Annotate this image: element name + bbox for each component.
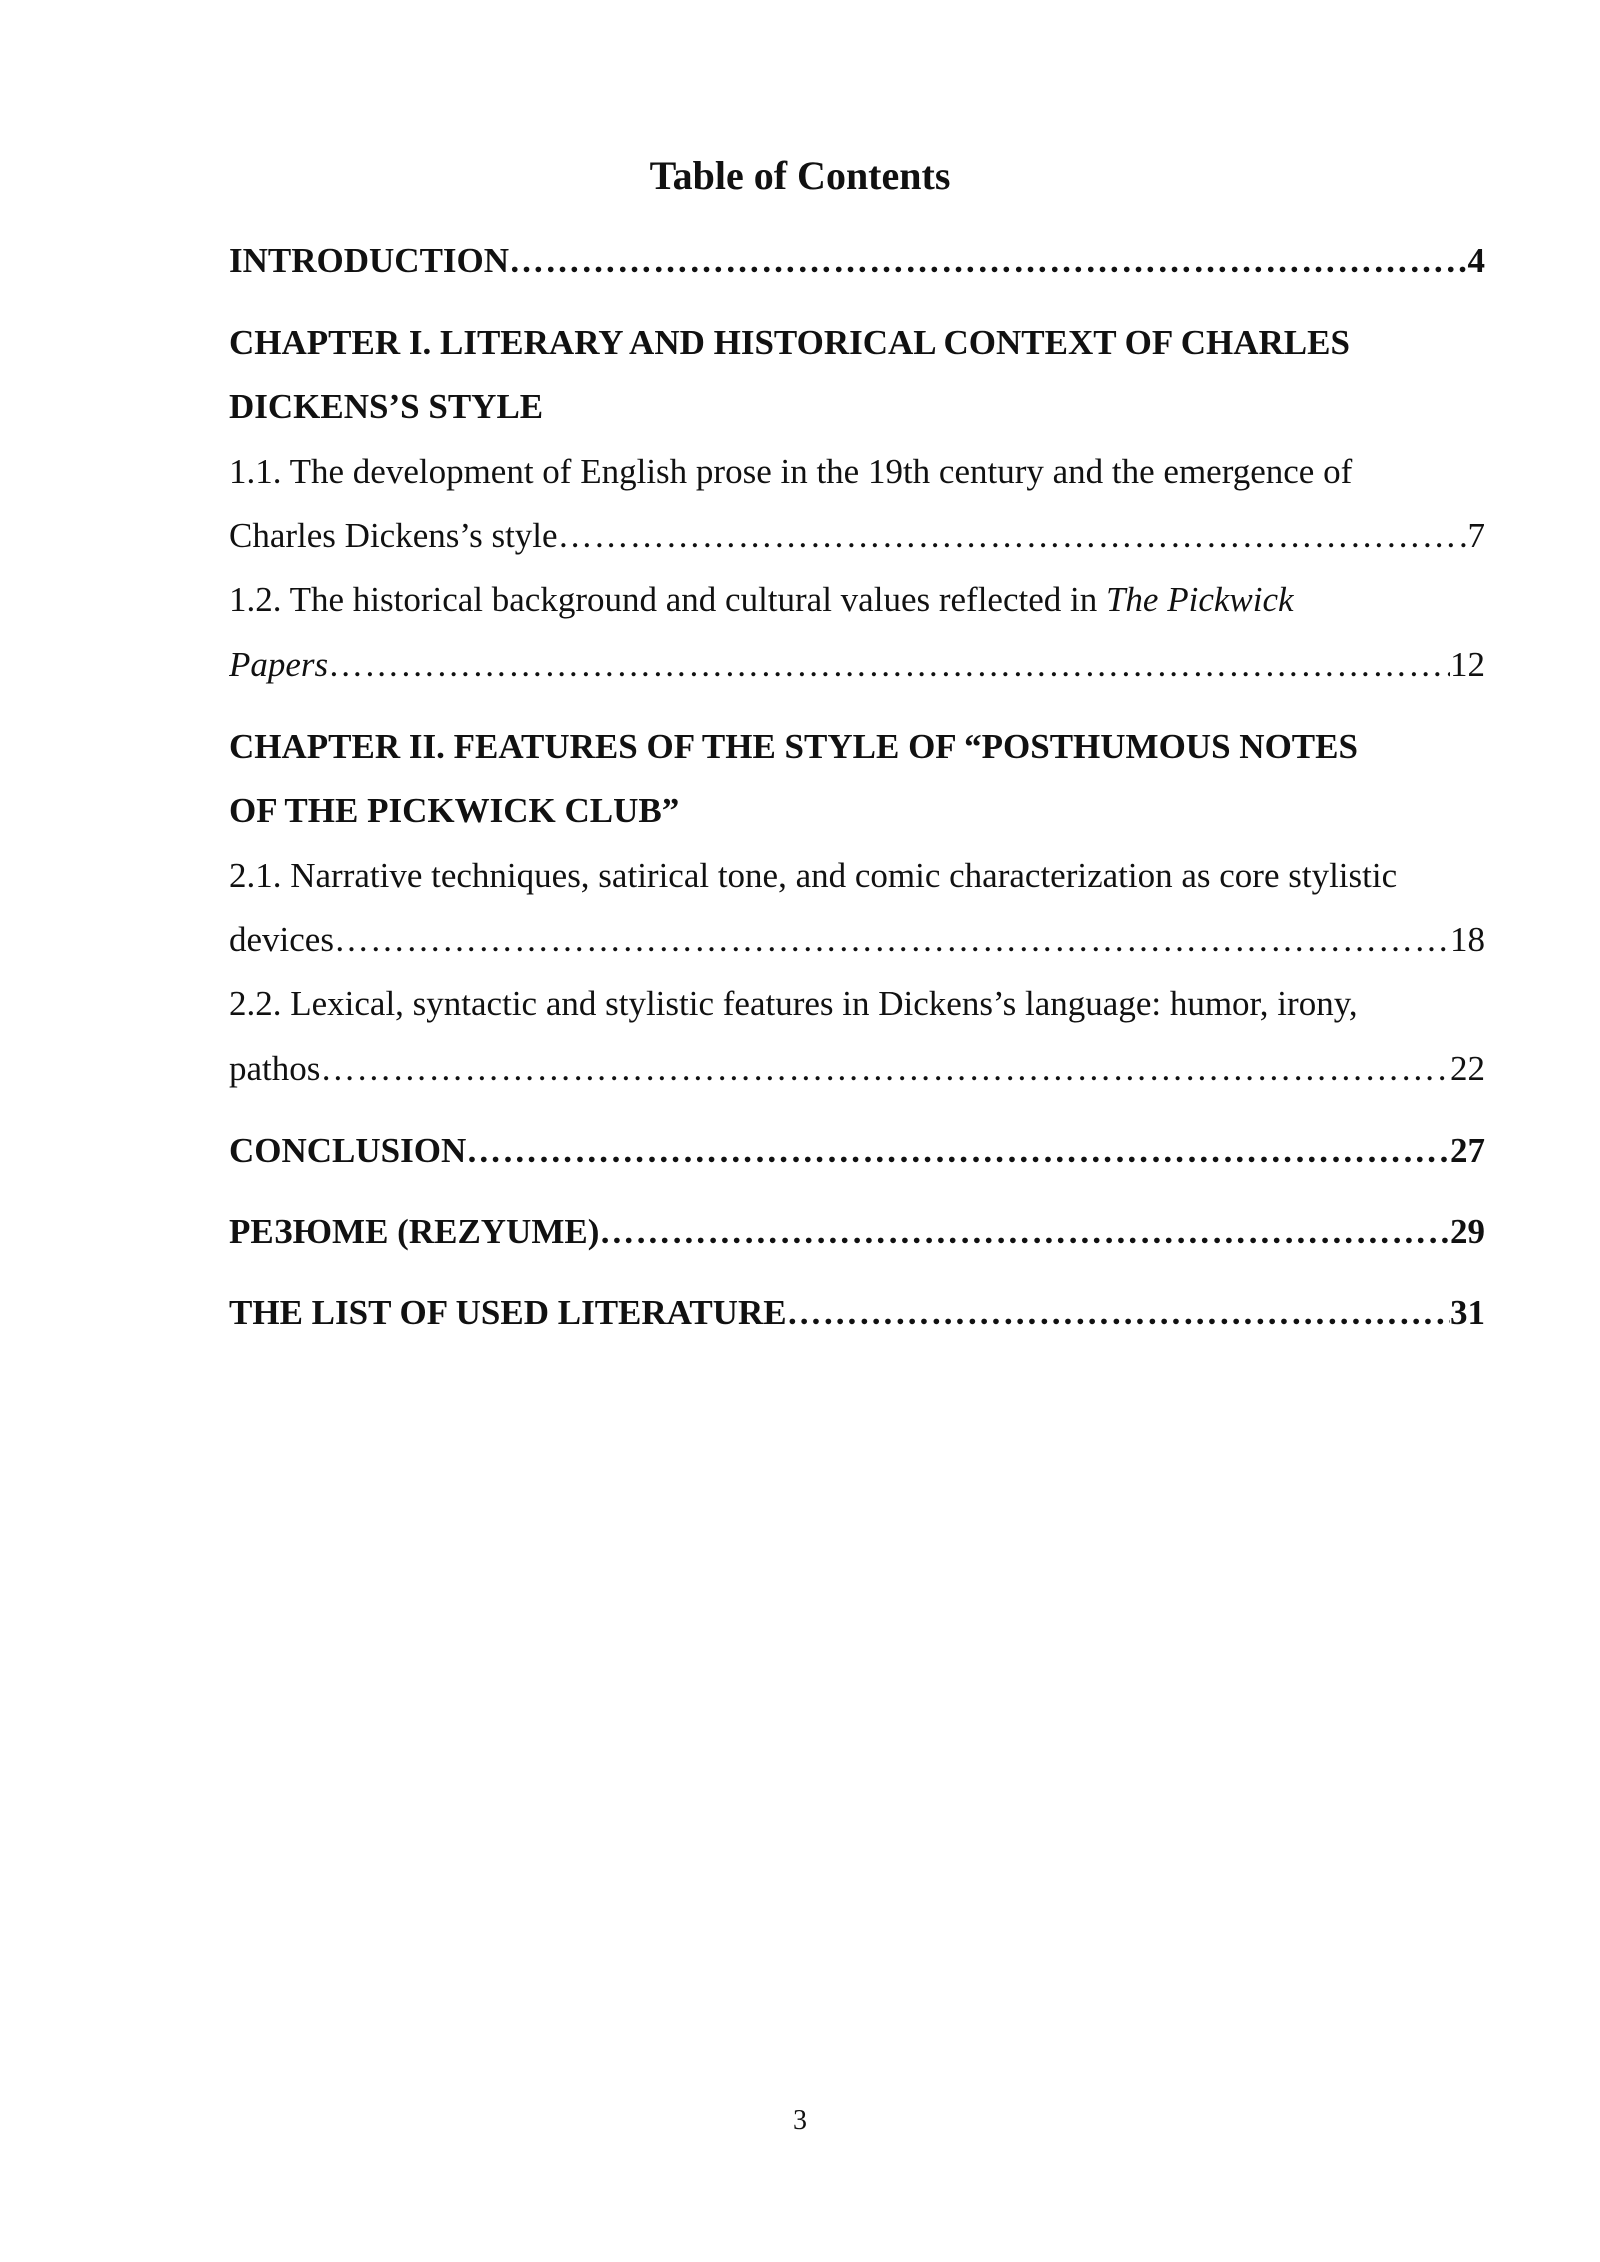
- dot-leader: [558, 511, 1468, 561]
- toc-entry-conclusion[interactable]: [229, 1126, 1485, 1176]
- toc-entry-label: DICKENS’S STYLE: [229, 387, 544, 426]
- toc-page-number: 7: [1467, 516, 1485, 555]
- toc-entry-label: OF THE PICKWICK CLUB”: [229, 791, 680, 830]
- toc-entry-chapter-1-line-1[interactable]: [229, 318, 1485, 368]
- dot-leader: [466, 1126, 1450, 1176]
- toc-page-number: 31: [1450, 1293, 1485, 1332]
- toc-entry-label: РЕЗЮМЕ (REZYUME): [229, 1212, 600, 1251]
- dot-leader: [328, 640, 1450, 690]
- toc-entry-chapter-2-line-1[interactable]: [229, 722, 1485, 772]
- toc-entry-label: INTRODUCTION: [229, 241, 510, 280]
- dot-leader: [509, 236, 1467, 286]
- toc-entry-introduction[interactable]: [229, 236, 1485, 286]
- toc-page-number: 27: [1450, 1131, 1485, 1170]
- toc-page-number: 22: [1450, 1049, 1485, 1088]
- toc-page-number: 4: [1467, 241, 1485, 280]
- toc-entry-label: 1.2. The historical background and cultural values reflected in: [229, 580, 1106, 619]
- toc-entry-label: Charles Dickens’s style: [229, 516, 558, 555]
- toc-entry-label: THE LIST OF USED LITERATURE: [229, 1293, 787, 1332]
- toc-entry-rezyume[interactable]: [229, 1207, 1485, 1257]
- toc-entry-chapter-2-line-2[interactable]: [229, 786, 1485, 836]
- toc-entry-label: CONCLUSION: [229, 1131, 467, 1170]
- toc-title: Table of Contents: [649, 153, 951, 198]
- toc-entry-2-2-line-2[interactable]: [229, 1044, 1485, 1094]
- toc-entry-1-2-line-2[interactable]: [229, 640, 1485, 690]
- toc-entry-1-1-line-2[interactable]: [229, 511, 1485, 561]
- toc-page-number: 18: [1450, 920, 1485, 959]
- toc-page-number: 12: [1450, 645, 1485, 684]
- toc-entry-label: 2.1. Narrative techniques, satirical tone, and comic characterization as core stylistic: [229, 856, 1398, 895]
- dot-leader: [599, 1207, 1450, 1257]
- toc-entry-label: 2.2. Lexical, syntactic and stylistic features in Dickens’s language: humor, irony,: [229, 984, 1358, 1023]
- dot-leader: [787, 1288, 1450, 1338]
- toc-entry-2-2-line-1[interactable]: [229, 979, 1485, 1029]
- toc-entry-label-italic: Papers: [229, 645, 329, 684]
- toc-entry-1-1-line-1[interactable]: [229, 447, 1485, 497]
- toc-entry-label: devices: [229, 920, 334, 959]
- toc-entry-label-italic: The Pickwick: [1105, 580, 1294, 619]
- dot-leader: [320, 1044, 1450, 1094]
- toc-entry-2-1-line-1[interactable]: [229, 851, 1485, 901]
- toc-entry-2-1-line-2[interactable]: [229, 915, 1485, 965]
- page-number: 3: [793, 2105, 807, 2136]
- toc-entry-chapter-1-line-2[interactable]: [229, 382, 1485, 432]
- toc-entry-1-2-line-1[interactable]: [229, 575, 1485, 625]
- toc-entry-label: 1.1. The development of English prose in the 19th century and the emergence of: [229, 452, 1353, 491]
- toc-entry-label: CHAPTER II. FEATURES OF THE STYLE OF “POSTHUMOUS NOTES: [229, 727, 1358, 766]
- dot-leader: [334, 915, 1450, 965]
- toc-entry-label: CHAPTER I. LITERARY AND HISTORICAL CONTEXT OF CHARLES: [229, 323, 1350, 362]
- toc-page-number: 29: [1450, 1212, 1485, 1251]
- toc-entry-label: pathos: [229, 1049, 321, 1088]
- toc-entry-literature[interactable]: [229, 1288, 1485, 1338]
